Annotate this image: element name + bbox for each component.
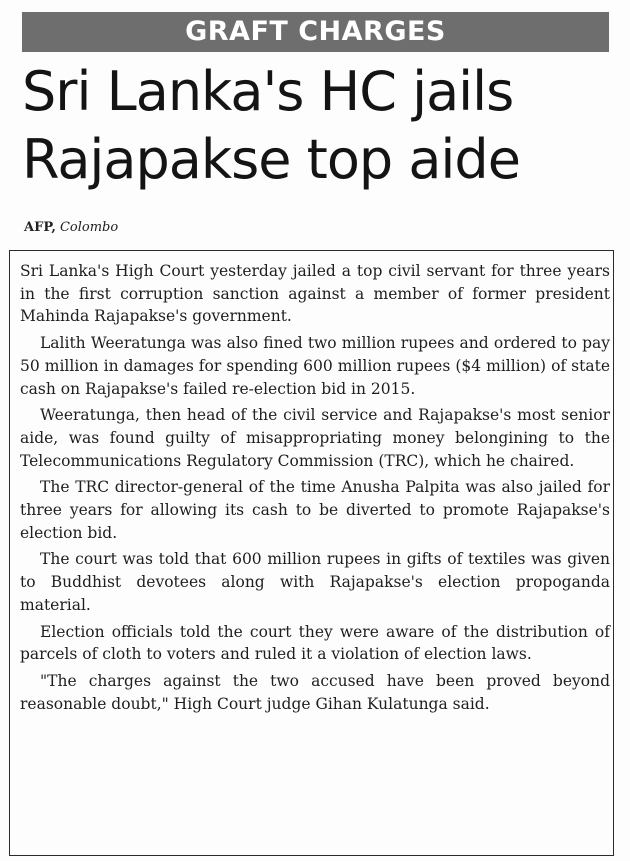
section-kicker: GRAFT CHARGES [22, 12, 609, 52]
article-body [20, 260, 610, 719]
paragraph-4: The TRC director-general of the time Anusha Palpita was also jailed for three years for allowing its cash to be diverted to promote Rajapakse's election bid. [20, 478, 610, 542]
byline-agency: AFP, [24, 220, 56, 235]
paragraph-5: The court was told that 600 million rupees in gifts of textiles was given to Buddhist devotees along with Rajapakse's election propoganda material. [20, 550, 610, 614]
byline-place: Colombo [59, 220, 119, 235]
paragraph-3: Weeratunga, then head of the civil service and Rajapakse's most senior aide, was found guilty of misappropriating money belongining to the Telecommunications Regulatory Commission (TRC), which he chaired. [20, 406, 610, 470]
paragraph-2: Lalith Weeratunga was also fined two million rupees and ordered to pay 50 million in damages for spending 600 million rupees ($4 million) of state cash on Rajapakse's failed re-election bid in 2015. [20, 334, 610, 398]
headline: Sri Lanka's HC jails Rajapakse top aide [22, 60, 520, 191]
byline [24, 220, 118, 235]
paragraph-1: Sri Lanka's High Court yesterday jailed a top civil servant for three years in the first corruption sanction against a member of former president Mahinda Rajapakse's government. [20, 262, 610, 326]
paragraph-7: "The charges against the two accused have been proved beyond reasonable doubt," High Court judge Gihan Kulatunga said. [20, 671, 610, 713]
paragraph-6: Election officials told the court they were aware of the distribution of parcels of cloth to voters and ruled it a violation of election laws. [20, 622, 610, 664]
